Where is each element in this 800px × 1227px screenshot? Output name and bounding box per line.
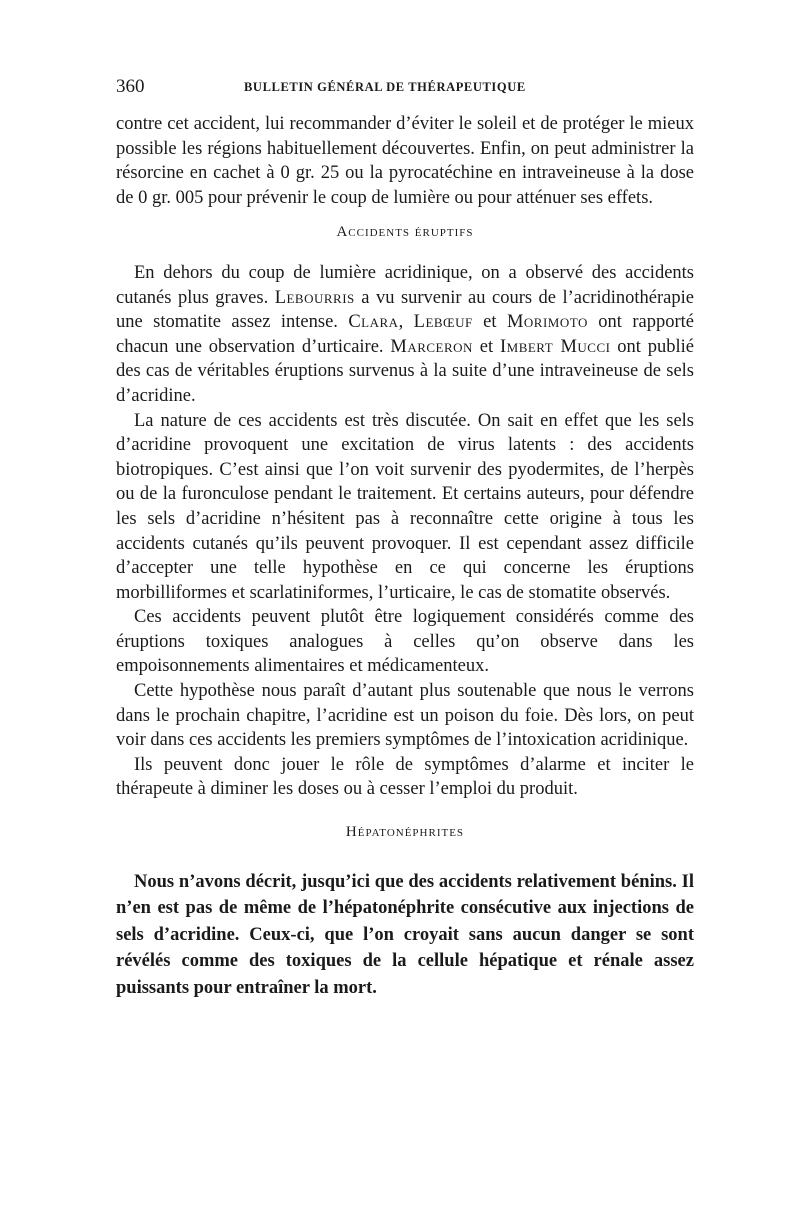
section-heading-hepatonephritis: Hépatonéphrites [345,824,465,841]
author-name: Lebourris [274,287,355,308]
body-text [116,112,694,1001]
text-run: , [398,312,414,333]
journal-title: BULLETIN GÉNÉRAL DE THÉRAPEUTIQUE [244,80,526,94]
author-name: Lebœuf [413,312,473,333]
text-run: En dehors du coup de lumière acridinique, on a observé des accidents cutanés plus graves. [116,262,694,308]
paragraph-continuation: contre cet accident, lui recommander d’éviter le soleil et de protéger le mieux possible les régions habituellement découvertes. Enfin, on peut administrer la résorcine en cachet à 0 gr. 25 ou la pyrocatéchine en intraveineuse à la dose de 0 gr. 005 pour prévenir le coup de lumière ou pour atténuer ses effets. [116,114,694,208]
author-name: Imbert Mucci [499,336,611,357]
text-run: et [472,312,507,333]
paragraph-eruptive-intro [116,261,694,409]
section-heading-eruptive-accidents: Accidents éruptifs [336,224,474,241]
author-name: Marceron [390,336,473,357]
text-run: a vu survenir au cours de l’acridinothérapie une stomatite assez intense. [116,287,694,333]
text-run: ont rapporté chacun une observation d’urticaire. [116,312,695,357]
running-head [116,74,694,102]
paragraph-hepatonephritis: Nous n’avons décrit, jusqu’ici que des accidents relativement bénins. Il n’en est pas de même de l’hépatonéphrite consécutive aux injections de sels d’acridine. Ceux-ci, que l’on croyait sans aucun danger se sont révélés comme des toxiques de la cellule hépatique et rénale assez puissants pour entraîner la mort. [116,871,694,998]
paragraph-toxic-eruptions: Ces accidents peuvent plutôt être logiquement considérés comme des éruptions toxiques analogues à celles qu’on observe dans les empoisonnements alimentaires et médicamenteux. [116,607,694,677]
author-name: Morimoto [506,312,588,333]
author-name: Clara [348,312,399,333]
text-run: et [472,336,500,357]
paragraph-nature-of-accidents: La nature de ces accidents est très discutée. On sait en effet que les sels d’acridine provoquent une excitation de virus latents : des accidents biotropiques. C’est ainsi que l’on voit survenir des pyodermites, de l’herpès ou de la furonculose pendant le traitement. Et certains auteurs, pour défendre les sels d’acridine n’hésitent pas à reconnaître cette origine à tous les accidents cutanés qu’ils peuvent provoquer. Il est cependant assez difficile d’accepter une telle hypothèse en ce qui concerne les éruptions morbilliformes et scarlatiniformes, l’urticaire, le cas de stomatite observés. [116,410,694,603]
paragraph-alarm-symptoms: Ils peuvent donc jouer le rôle de symptômes d’alarme et inciter le thérapeute à diminer les doses ou à cesser l’emploi du produit. [116,754,694,800]
page-number: 360 [116,76,145,97]
book-page [116,74,694,1001]
paragraph-liver-poison: Cette hypothèse nous paraît d’autant plus soutenable que nous le verrons dans le prochain chapitre, l’acridine est un poison du foie. Dès lors, on peut voir dans ces accidents les premiers symptômes de l’intoxication acridinique. [116,681,694,751]
text-run: ont publié des cas de véritables éruptions survenus à la suite d’une intraveineuse de sels d’acridine. [116,336,694,406]
